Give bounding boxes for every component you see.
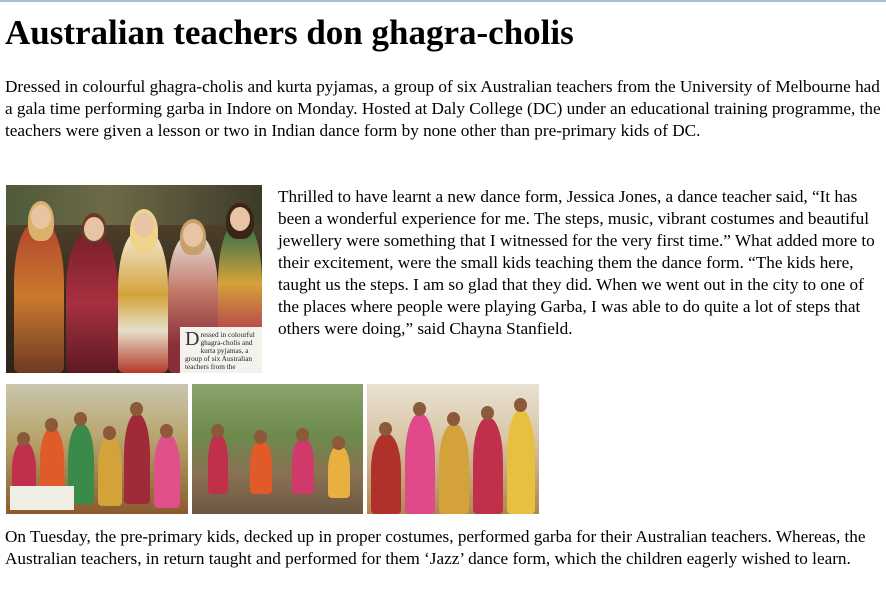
- photo-kid: [371, 434, 401, 514]
- photo-kid: [292, 438, 314, 494]
- photo-kid: [405, 414, 435, 514]
- photo-kid-head: [74, 412, 87, 426]
- photo-caption: [180, 327, 262, 373]
- photo-kid-head: [45, 418, 58, 432]
- kids-photo-1: [6, 384, 188, 514]
- photo-kid-head: [103, 426, 116, 440]
- paragraph-closing: On Tuesday, the pre-primary kids, decked up in proper costumes, performed garba for their Australian teachers. Whereas, the Australian teachers, in return taught and performed for them ‘Jazz’ dance form, which the children eagerly wished to learn.: [5, 527, 866, 568]
- caption-dropcap: D: [185, 328, 200, 350]
- photo-figure-head: [31, 205, 51, 229]
- photo-kid-head: [160, 424, 173, 438]
- photo-kid: [154, 434, 180, 508]
- photo-figure-head: [183, 223, 203, 247]
- photo-kid-head: [296, 428, 309, 442]
- photo-kid-head: [379, 422, 392, 436]
- photo-kid: [473, 418, 503, 514]
- photo-kid: [208, 434, 228, 494]
- photo-kid: [124, 414, 150, 504]
- photo-kid-head: [413, 402, 426, 416]
- photo-kid-head: [211, 424, 224, 438]
- photo-kid-head: [481, 406, 494, 420]
- photo-figure-head: [230, 207, 250, 231]
- photo-figure: [66, 233, 118, 373]
- photo-figure-head: [84, 217, 104, 241]
- photo-figure: [14, 223, 64, 373]
- photo-kid: [250, 440, 272, 494]
- photo-kid: [507, 410, 535, 514]
- paragraph-quote: Thrilled to have learnt a new dance form, Jessica Jones, a dance teacher said, “It has been a wonderful experience for me. The steps, music, vibrant costumes and beautiful jewellery were something that I witnessed for the very first time.” What added more to their excitement, were the small kids teaching them the dance form. “The kids here, taught us the steps. I am so glad that they did. When we went out in the city to one of the places where people were playing Garba, I was able to do quite a lot of steps that others were doing,” said Chayna Stanfield.: [278, 187, 875, 338]
- photo-kid-head: [130, 402, 143, 416]
- photo-figure-head: [134, 213, 154, 237]
- teachers-photo: [6, 185, 262, 373]
- top-rule: [0, 0, 886, 2]
- photo-caption-small: [10, 486, 74, 510]
- photo-kid: [328, 446, 350, 498]
- photo-kid-head: [17, 432, 30, 446]
- kids-photo-2: [192, 384, 363, 514]
- headline: Australian teachers don ghagra-cholis: [5, 13, 574, 52]
- photo-kid-head: [332, 436, 345, 450]
- photo-kid: [439, 424, 469, 514]
- photo-kid-head: [254, 430, 267, 444]
- kids-photo-3: [367, 384, 539, 514]
- photo-kid-head: [514, 398, 527, 412]
- caption-text: ressed in colourful ghagra-cholis and kurta pyjamas, a group of six Australian teachers from the: [185, 330, 255, 371]
- photo-kid: [98, 436, 122, 506]
- photo-kid-head: [447, 412, 460, 426]
- paragraph-intro: Dressed in colourful ghagra-cholis and kurta pyjamas, a group of six Australian teachers from the University of Melbourne had a gala time performing garba in Indore on Monday. Hosted at Daly College (DC) under an educational training programme, the teachers were given a lesson or two in Indian dance form by none other than pre-primary kids of DC.: [5, 77, 881, 140]
